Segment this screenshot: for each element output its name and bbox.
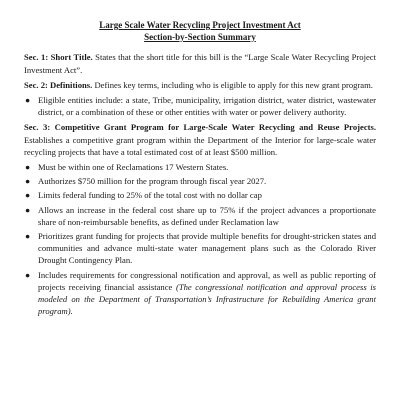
bullet-text: Must be within one of Reclamations 17 Western States. bbox=[38, 162, 229, 172]
section-3 bbox=[24, 121, 376, 158]
bullet-text: Includes requirements for congressional notification and approval, as well as public reporting of projects receiving financial assistance bbox=[38, 269, 376, 292]
section-2-body: Defines key terms, including who is eligible to apply for this new grant program. bbox=[94, 79, 373, 90]
document-title bbox=[24, 20, 376, 43]
section-3-bullet-list bbox=[24, 161, 376, 317]
section-2 bbox=[24, 79, 376, 91]
list-item bbox=[24, 189, 376, 201]
list-item bbox=[24, 94, 376, 118]
list-item bbox=[24, 204, 376, 228]
list-item bbox=[24, 161, 376, 173]
bullet-icon: ● bbox=[25, 231, 31, 242]
title-line-1: Large Scale Water Recycling Project Investment Act bbox=[99, 20, 301, 30]
bullet-icon: ● bbox=[25, 94, 31, 105]
list-item bbox=[24, 269, 376, 318]
section-2-bullet-list bbox=[24, 94, 376, 118]
bullet-text: Prioritizes grant funding for projects that provide multiple benefits for drought-stricken states and communities and advance multi-state water management plans such as the Colorado River Drought Contingency Plan. bbox=[38, 231, 376, 266]
bullet-text: Allows an increase in the federal cost share up to 75% if the project advances a proportionate share of non-reimbursable benefits, as defined under Reclamation law bbox=[38, 204, 376, 227]
bullet-text: Authorizes $750 million for the program through fiscal year 2027. bbox=[38, 176, 267, 187]
bullet-icon: ● bbox=[25, 176, 31, 187]
title-line-2: Section-by-Section Summary bbox=[144, 31, 256, 42]
bullet-icon: ● bbox=[25, 162, 31, 172]
bullet-text: Limits federal funding to 25% of the total cost with no dollar cap bbox=[38, 190, 262, 201]
section-1 bbox=[24, 51, 376, 75]
section-1-heading: Sec. 1: Short Title. bbox=[24, 52, 93, 63]
bullet-icon: ● bbox=[25, 269, 31, 280]
bullet-text: Eligible entities include: a state, Tribe, municipality, irrigation district, water district, wastewater district, or a combination of these or other entities with water or power delivery authority. bbox=[38, 94, 376, 118]
section-2-heading: Sec. 2: Definitions. bbox=[24, 79, 93, 90]
list-item bbox=[24, 175, 376, 187]
bullet-icon: ● bbox=[25, 204, 31, 215]
bullet-icon: ● bbox=[25, 190, 31, 201]
section-1-body: States that the short title for this bill is the “Large Scale Water Recycling Project Investment Act”. bbox=[24, 52, 376, 75]
list-item bbox=[24, 230, 376, 267]
bullet-italic-note: (The congressional notification and approval process is modeled on the Department of Transportation’s Infrastructure for Rebuilding America grant program). bbox=[38, 281, 377, 317]
section-3-body: Establishes a competitive grant program within the Department of the Interior for large-scale water recycling projects that have a total estimated cost of at least $500 million. bbox=[24, 134, 376, 157]
section-3-heading: Sec. 3: Competitive Grant Program for Large-Scale Water Recycling and Reuse Projects. bbox=[24, 122, 376, 133]
